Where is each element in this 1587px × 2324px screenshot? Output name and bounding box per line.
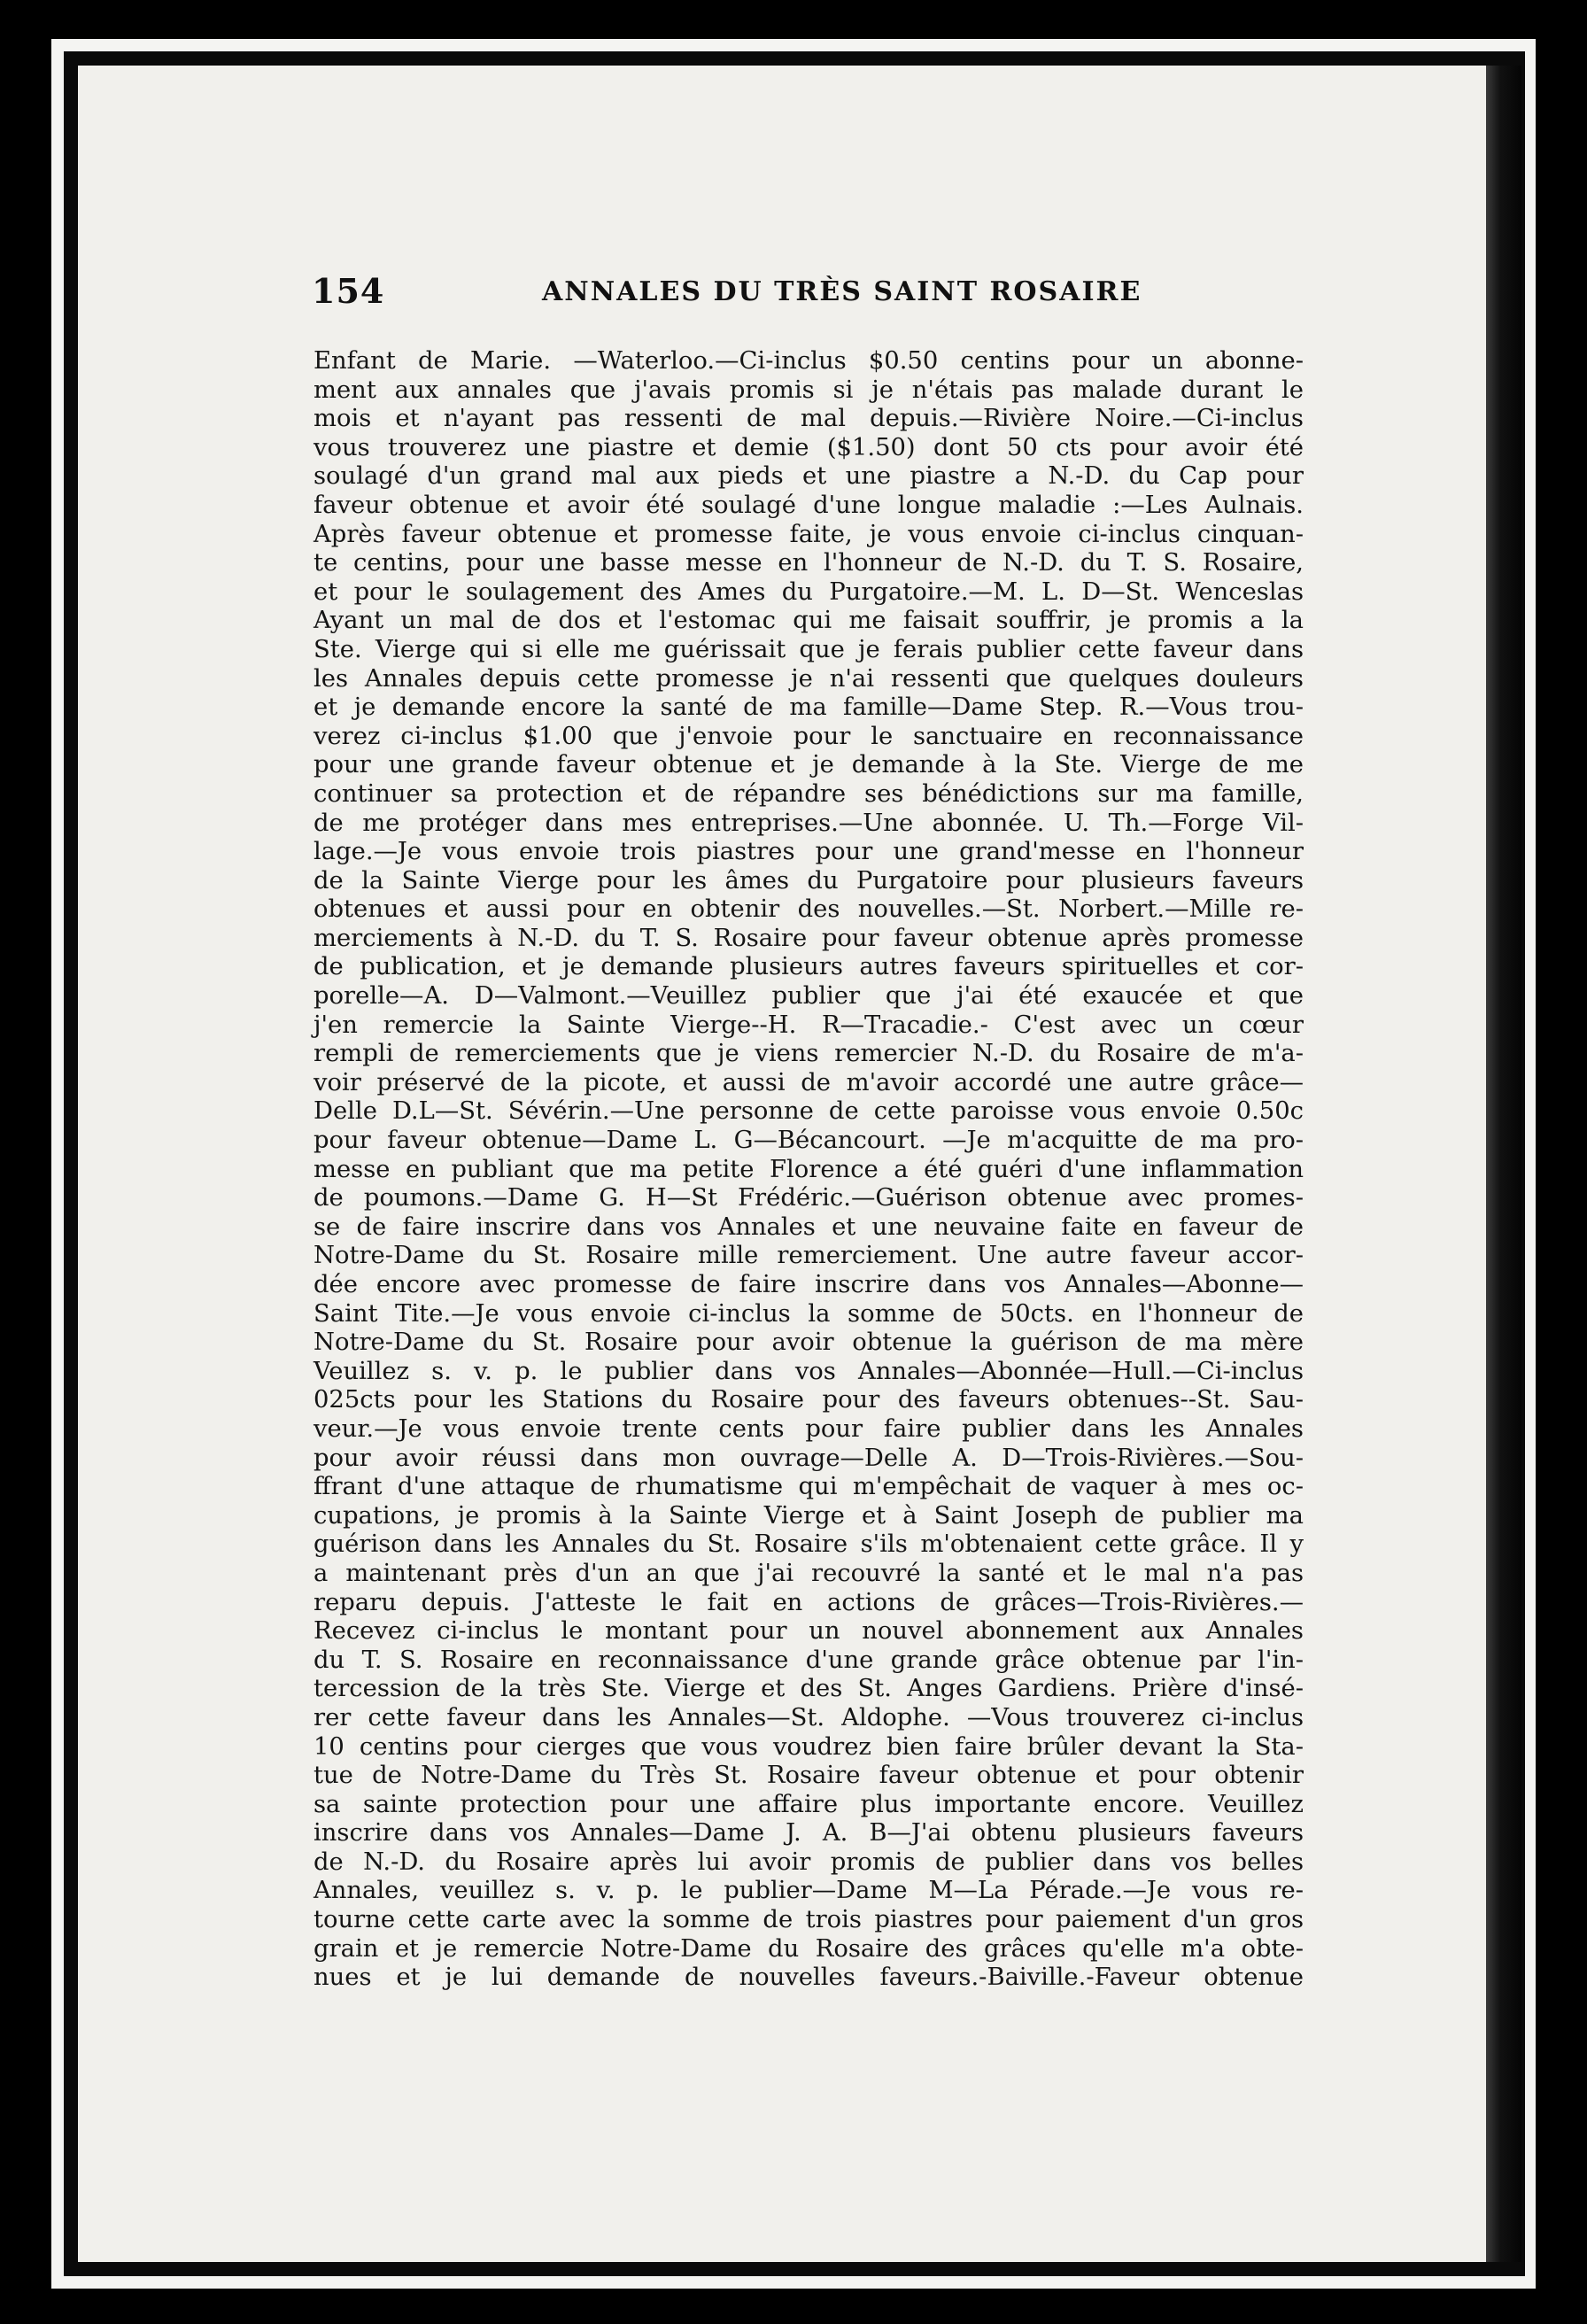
text-line: Recevez ci-inclus le montant pour un nouvel abonnement aux Annales [314, 1617, 1304, 1646]
text-line: dée encore avec promesse de faire inscrire dans vos Annales—Abonne— [314, 1271, 1304, 1298]
text-line: voir préservé de la picote, et aussi de m'avoir accordé une autre grâce— [314, 1068, 1304, 1096]
text-line: se de faire inscrire dans vos Annales et une neuvaine faite en faveur de [314, 1212, 1304, 1241]
text-line: j'en remercie la Sainte Vierge--H. R—Tracadie.- C'est avec un cœur [314, 1011, 1304, 1039]
text-line: reparu depuis. J'atteste le fait en actions de grâces—Trois-Rivières.— [314, 1588, 1304, 1616]
text-line: sa sainte protection pour une affaire plus importante encore. Veuillez [314, 1790, 1304, 1818]
text-line: de publication, et je demande plusieurs autres faveurs spirituelles et cor- [314, 953, 1304, 981]
text-line: pour faveur obtenue—Dame L. G—Bécancourt. —Je m'acquitte de ma pro- [314, 1127, 1304, 1155]
text-line: de la Sainte Vierge pour les âmes du Purgatoire pour plusieurs faveurs [314, 866, 1304, 895]
text-line: Annales, veuillez s. v. p. le publier—Dame M—La Pérade.—Je vous re- [314, 1877, 1304, 1905]
text-line: Ayant un mal de dos et l'estomac qui me faisait souffrir, je promis a la [314, 607, 1304, 635]
text-line: ment aux annales que j'avais promis si je n'étais pas malade durant le [314, 376, 1304, 404]
running-head: ANNALES DU TRÈS SAINT ROSAIRE [542, 276, 1142, 307]
text-line: te centins, pour une basse messe en l'honneur de N.-D. du T. S. Rosaire, [314, 549, 1304, 577]
text-line: tercession de la très Ste. Vierge et des St. Anges Gardiens. Prière d'insé- [314, 1675, 1304, 1703]
text-line: soulagé d'un grand mal aux pieds et une piastre a N.-D. du Cap pour [314, 462, 1304, 491]
text-line: Notre-Dame du St. Rosaire pour avoir obtenue la guérison de ma mère [314, 1329, 1304, 1357]
text-line: grain et je remercie Notre-Dame du Rosaire des grâces qu'elle m'a obte- [314, 1934, 1304, 1963]
text-line: Ste. Vierge qui si elle me guérissait que je ferais publier cette faveur dans [314, 635, 1304, 663]
text-line: faveur obtenue et avoir été soulagé d'une longue maladie :—Les Aulnais. [314, 491, 1304, 519]
text-line: nues et je lui demande de nouvelles faveurs.-Baiville.-Faveur obtenue [314, 1964, 1304, 1992]
text-line: mois et n'ayant pas ressenti de mal depuis.—Rivière Noire.—Ci-inclus [314, 405, 1304, 433]
text-line: du T. S. Rosaire en reconnaissance d'une grande grâce obtenue par l'in- [314, 1646, 1304, 1674]
text-line: inscrire dans vos Annales—Dame J. A. B—J'ai obtenu plusieurs faveurs [314, 1819, 1304, 1848]
text-line: de me protéger dans mes entreprises.—Une abonnée. U. Th.—Forge Vil- [314, 809, 1304, 837]
text-line: guérison dans les Annales du St. Rosaire s'ils m'obtenaient cette grâce. Il y [314, 1530, 1304, 1559]
text-line: rempli de remerciements que je viens remercier N.-D. du Rosaire de m'a- [314, 1040, 1304, 1068]
text-line: messe en publiant que ma petite Florence a été guéri d'une inflammation [314, 1155, 1304, 1183]
text-line: Après faveur obtenue et promesse faite, je vous envoie ci-inclus cinquan- [314, 520, 1304, 548]
text-line: veur.—Je vous envoie trente cents pour faire publier dans les Annales [314, 1414, 1304, 1443]
text-line: 10 centins pour cierges que vous voudrez bien faire brûler devant la Sta- [314, 1732, 1304, 1761]
text-line: merciements à N.-D. du T. S. Rosaire pour faveur obtenue après promesse [314, 924, 1304, 952]
text-line: lage.—Je vous envoie trois piastres pour une grand'messe en l'honneur [314, 838, 1304, 866]
text-line: porelle—A. D—Valmont.—Veuillez publier que j'ai été exaucée et que [314, 982, 1304, 1011]
text-line: Veuillez s. v. p. le publier dans vos Annales—Abonnée—Hull.—Ci-inclus [314, 1357, 1304, 1385]
text-line: continuer sa protection et de répandre ses bénédictions sur ma famille, [314, 779, 1304, 808]
text-line: tue de Notre-Dame du Très St. Rosaire faveur obtenue et pour obtenir [314, 1762, 1304, 1790]
text-line: Delle D.L—St. Sévérin.—Une personne de cette paroisse vous envoie 0.50c [314, 1097, 1304, 1126]
text-line: verez ci-inclus $1.00 que j'envoie pour le sanctuaire en reconnaissance [314, 722, 1304, 750]
text-line: 025cts pour les Stations du Rosaire pour des faveurs obtenues--St. Sau- [314, 1386, 1304, 1414]
text-line: pour avoir réussi dans mon ouvrage—Delle A. D—Trois-Rivières.—Sou- [314, 1444, 1304, 1472]
text-line: rer cette faveur dans les Annales—St. Aldophe. —Vous trouverez ci-inclus [314, 1703, 1304, 1731]
text-line: les Annales depuis cette promesse je n'ai ressenti que quelques douleurs [314, 664, 1304, 693]
page-gutter-shadow [1486, 66, 1521, 2262]
text-line: pour une grande faveur obtenue et je demande à la Ste. Vierge de me [314, 751, 1304, 779]
text-line: obtenues et aussi pour en obtenir des nouvelles.—St. Norbert.—Mille re- [314, 895, 1304, 924]
text-line: et je demande encore la santé de ma famille—Dame Step. R.—Vous trou- [314, 693, 1304, 722]
text-line: a maintenant près d'un an que j'ai recouvré la santé et le mal n'a pas [314, 1559, 1304, 1587]
page-number: 154 [312, 271, 385, 311]
text-line: de poumons.—Dame G. H—St Frédéric.—Guérison obtenue avec promes- [314, 1184, 1304, 1212]
text-line: Notre-Dame du St. Rosaire mille remerciement. Une autre faveur accor- [314, 1242, 1304, 1270]
text-line: ffrant d'une attaque de rhumatisme qui m'empêchait de vaquer à mes oc- [314, 1473, 1304, 1501]
text-line: de N.-D. du Rosaire après lui avoir promis de publier dans vos belles [314, 1848, 1304, 1876]
body-text [314, 347, 1304, 1993]
text-line: vous trouverez une piastre et demie ($1.50) dont 50 cts pour avoir été [314, 433, 1304, 461]
text-line: tourne cette carte avec la somme de trois piastres pour paiement d'un gros [314, 1906, 1304, 1934]
text-line: Enfant de Marie. —Waterloo.—Ci-inclus $0.50 centins pour un abonne- [314, 347, 1304, 375]
text-line: Saint Tite.—Je vous envoie ci-inclus la somme de 50cts. en l'honneur de [314, 1299, 1304, 1328]
text-line: et pour le soulagement des Ames du Purgatoire.—M. L. D—St. Wenceslas [314, 577, 1304, 606]
text-line: cupations, je promis à la Sainte Vierge et à Saint Joseph de publier ma [314, 1501, 1304, 1530]
page-header [312, 271, 1153, 315]
